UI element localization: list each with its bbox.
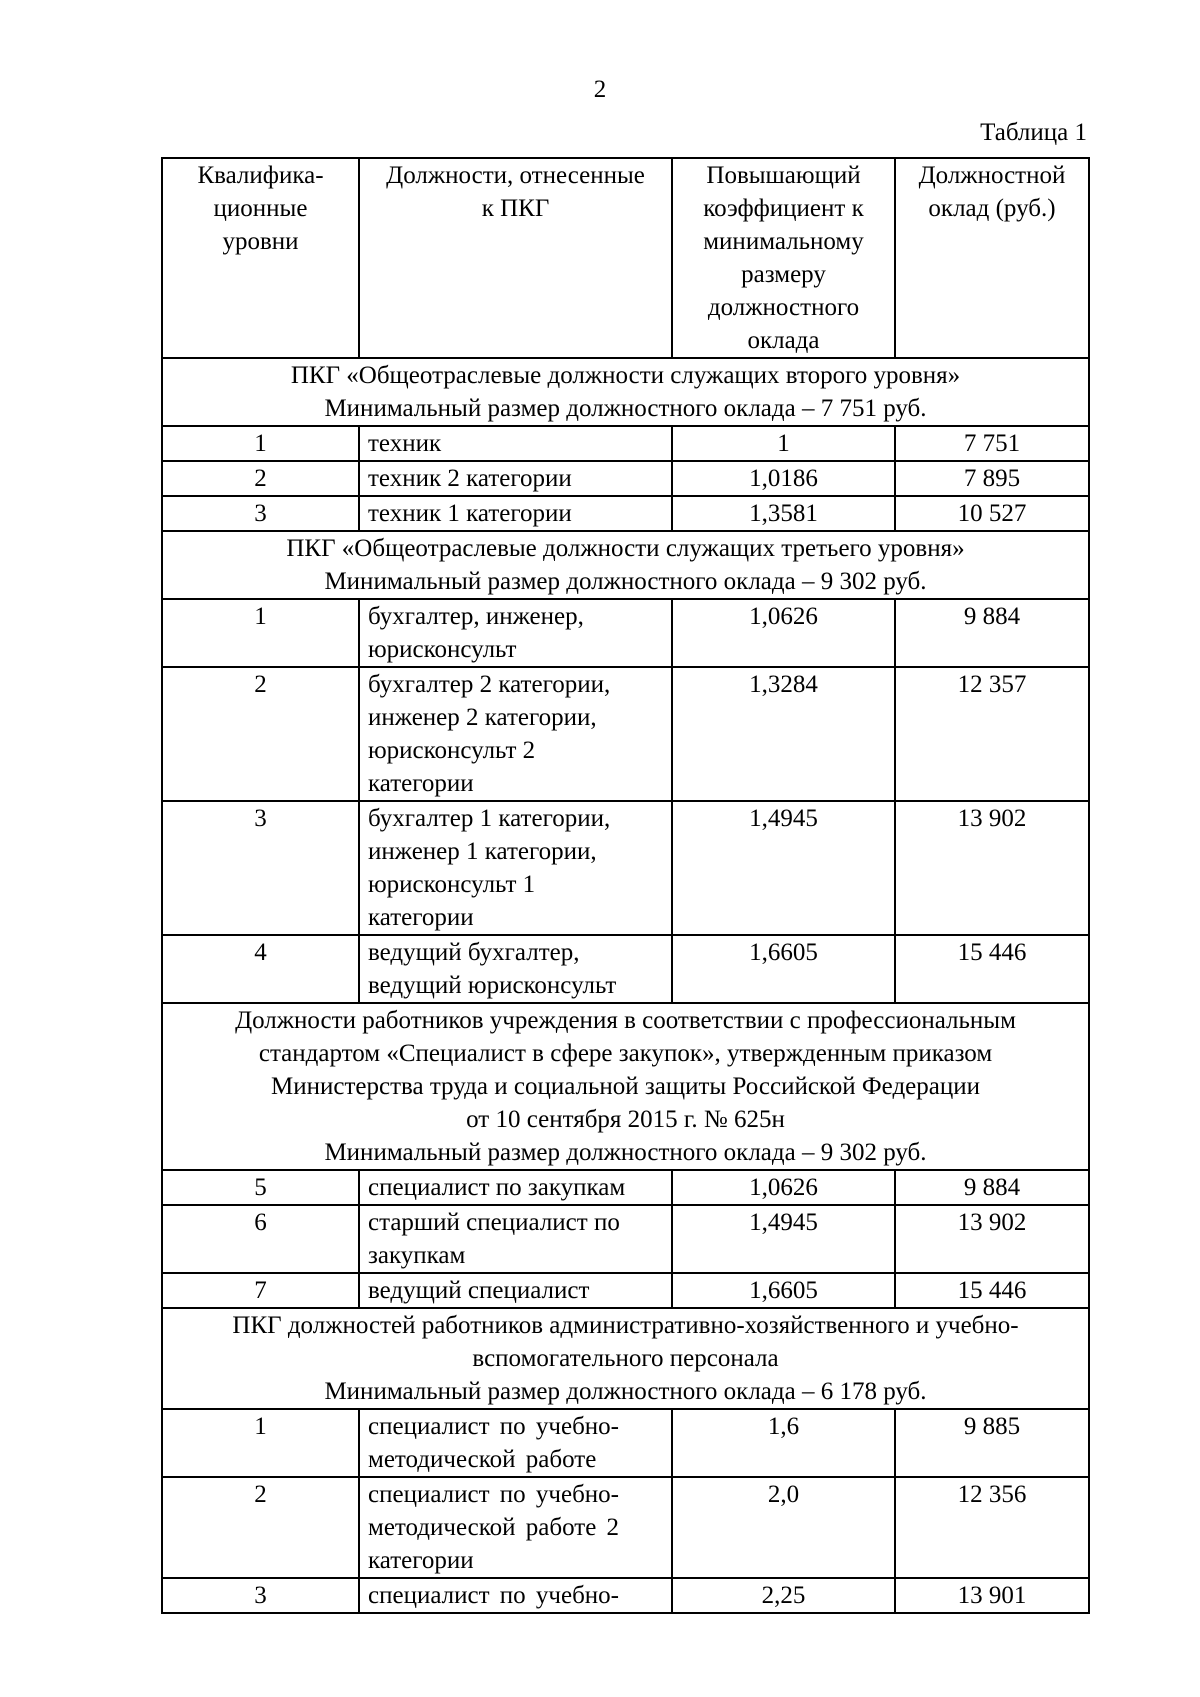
group-header-row xyxy=(162,1308,1089,1409)
table-row xyxy=(162,426,1089,461)
group-title-line: вспомогательного персонала xyxy=(472,1345,779,1372)
group-title-line: Министерства труда и социальной защиты Российской Федерации xyxy=(271,1073,980,1100)
level-cell: 3 xyxy=(162,801,359,935)
group-title-line: Минимальный размер должностного оклада – 9 302 руб. xyxy=(324,1139,927,1166)
group-title-line: Минимальный размер должностного оклада – 7 751 руб. xyxy=(324,395,927,422)
table-row xyxy=(162,935,1089,1003)
table-row xyxy=(162,667,1089,801)
group-title-line: ПКГ должностей работников административно-хозяйственного и учебно- xyxy=(232,1312,1019,1339)
group-title-line: от 10 сентября 2015 г. № 625н xyxy=(466,1106,785,1133)
group-title-line: Минимальный размер должностного оклада – 6 178 руб. xyxy=(324,1378,927,1405)
salary-cell: 15 446 xyxy=(895,935,1089,1003)
table-row xyxy=(162,461,1089,496)
position-cell: бухгалтер 1 категории, инженер 1 категории, юрисконсульт 1 категории xyxy=(359,801,672,935)
group-title-line: ПКГ «Общеотраслевые должности служащих второго уровня» xyxy=(290,362,961,389)
coefficient-cell: 1,4945 xyxy=(672,801,895,935)
group-title-line: Должности работников учреждения в соответствии с профессиональным xyxy=(235,1007,1016,1034)
coefficient-cell: 1,4945 xyxy=(672,1205,895,1273)
salary-cell: 7 895 xyxy=(895,461,1089,496)
group-title xyxy=(162,358,1089,426)
position-cell: специалист по учебно- методической работе xyxy=(359,1409,672,1477)
coefficient-cell: 1 xyxy=(672,426,895,461)
level-cell: 1 xyxy=(162,1409,359,1477)
level-cell: 2 xyxy=(162,667,359,801)
salary-cell: 13 902 xyxy=(895,1205,1089,1273)
table-row xyxy=(162,1578,1089,1613)
table-row xyxy=(162,1477,1089,1578)
position-cell: специалист по учебно- методической работе 2 категории xyxy=(359,1477,672,1578)
salary-cell: 13 902 xyxy=(895,801,1089,935)
table-row xyxy=(162,1409,1089,1477)
salary-cell: 9 885 xyxy=(895,1409,1089,1477)
salary-cell: 9 884 xyxy=(895,599,1089,667)
table-body xyxy=(162,358,1089,1613)
table-caption: Таблица 1 xyxy=(980,119,1087,146)
position-cell: техник 2 категории xyxy=(359,461,672,496)
group-title-line: ПКГ «Общеотраслевые должности служащих третьего уровня» xyxy=(286,535,965,562)
coefficient-cell: 1,6605 xyxy=(672,1273,895,1308)
level-cell: 1 xyxy=(162,599,359,667)
position-cell: специалист по учебно- xyxy=(359,1578,672,1613)
level-cell: 7 xyxy=(162,1273,359,1308)
coefficient-cell: 1,0626 xyxy=(672,1170,895,1205)
salary-table xyxy=(161,157,1090,1614)
position-cell: бухгалтер, инженер, юрисконсульт xyxy=(359,599,672,667)
header-salary: Должностной оклад (руб.) xyxy=(895,158,1089,358)
table-row xyxy=(162,599,1089,667)
table-row xyxy=(162,1170,1089,1205)
level-cell: 6 xyxy=(162,1205,359,1273)
salary-cell: 12 356 xyxy=(895,1477,1089,1578)
level-cell: 2 xyxy=(162,1477,359,1578)
header-qualification-level: Квалифика- ционные уровни xyxy=(162,158,359,358)
level-cell: 5 xyxy=(162,1170,359,1205)
coefficient-cell: 1,6605 xyxy=(672,935,895,1003)
group-header-row xyxy=(162,358,1089,426)
level-cell: 4 xyxy=(162,935,359,1003)
coefficient-cell: 2,0 xyxy=(672,1477,895,1578)
header-coefficient: Повышающий коэффициент к минимальному размеру должностного оклада xyxy=(672,158,895,358)
table-row xyxy=(162,496,1089,531)
page-number: 2 xyxy=(593,76,607,103)
group-title xyxy=(162,531,1089,599)
table-row xyxy=(162,801,1089,935)
salary-cell: 13 901 xyxy=(895,1578,1089,1613)
position-cell: техник xyxy=(359,426,672,461)
level-cell: 3 xyxy=(162,496,359,531)
position-cell: техник 1 категории xyxy=(359,496,672,531)
coefficient-cell: 1,0626 xyxy=(672,599,895,667)
header-row xyxy=(162,158,1089,358)
coefficient-cell: 1,0186 xyxy=(672,461,895,496)
group-header-row xyxy=(162,531,1089,599)
position-cell: бухгалтер 2 категории, инженер 2 категории, юрисконсульт 2 категории xyxy=(359,667,672,801)
level-cell: 3 xyxy=(162,1578,359,1613)
coefficient-cell: 1,3284 xyxy=(672,667,895,801)
salary-cell: 15 446 xyxy=(895,1273,1089,1308)
level-cell: 2 xyxy=(162,461,359,496)
salary-cell: 12 357 xyxy=(895,667,1089,801)
group-title-line: стандартом «Специалист в сфере закупок», утвержденным приказом xyxy=(258,1040,993,1067)
table-row xyxy=(162,1273,1089,1308)
salary-cell: 10 527 xyxy=(895,496,1089,531)
position-cell: специалист по закупкам xyxy=(359,1170,672,1205)
header-positions: Должности, отнесенные к ПКГ xyxy=(359,158,672,358)
coefficient-cell: 1,6 xyxy=(672,1409,895,1477)
position-cell: ведущий бухгалтер, ведущий юрисконсульт xyxy=(359,935,672,1003)
table-row xyxy=(162,1205,1089,1273)
position-cell: ведущий специалист xyxy=(359,1273,672,1308)
group-title xyxy=(162,1308,1089,1409)
salary-cell: 7 751 xyxy=(895,426,1089,461)
group-title xyxy=(162,1003,1089,1170)
group-header-row xyxy=(162,1003,1089,1170)
salary-cell: 9 884 xyxy=(895,1170,1089,1205)
coefficient-cell: 2,25 xyxy=(672,1578,895,1613)
position-cell: старший специалист по закупкам xyxy=(359,1205,672,1273)
group-title-line: Минимальный размер должностного оклада – 9 302 руб. xyxy=(324,568,927,595)
coefficient-cell: 1,3581 xyxy=(672,496,895,531)
level-cell: 1 xyxy=(162,426,359,461)
